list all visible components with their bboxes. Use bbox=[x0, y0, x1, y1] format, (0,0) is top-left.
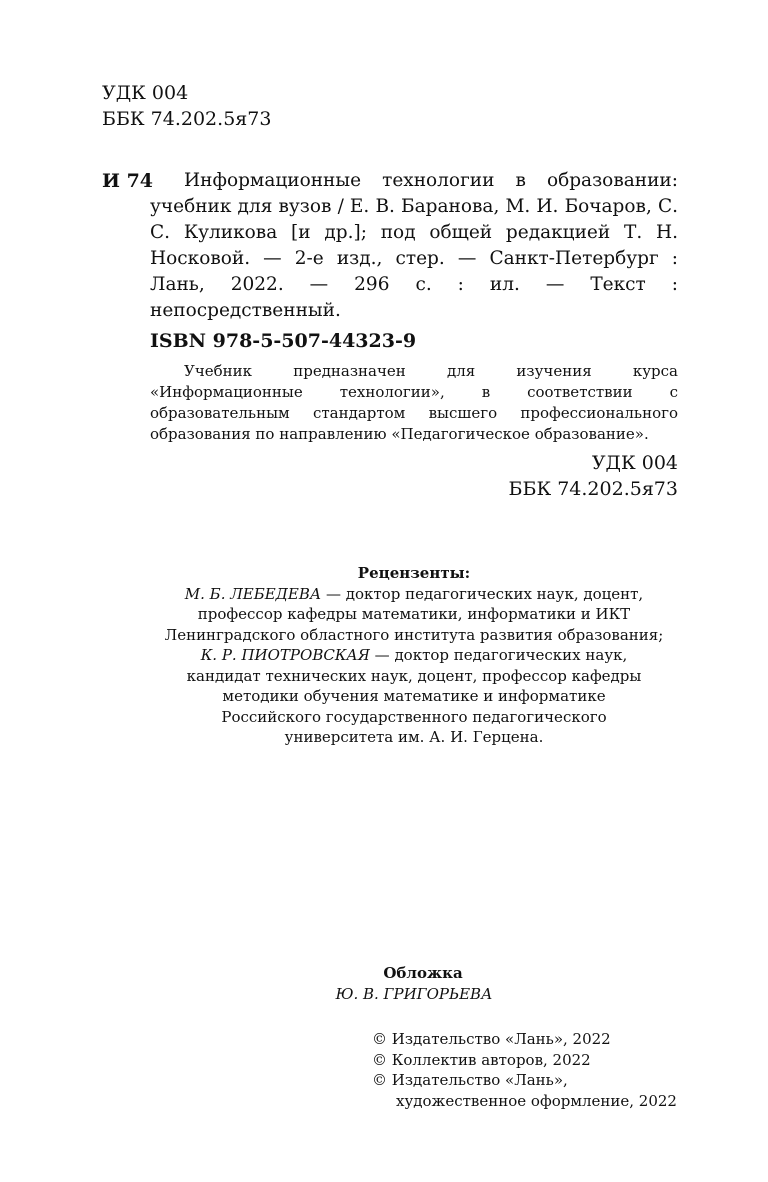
cover-designer: Ю. В. ГРИГОРЬЕВА bbox=[335, 984, 493, 1003]
isbn: ISBN 978-5-507-44323-9 bbox=[150, 330, 417, 352]
author-sign: И 74 bbox=[102, 170, 154, 192]
copyright-line-1: © Издательство «Лань», 2022 bbox=[372, 1030, 611, 1048]
udk-code-bottom: УДК 004 bbox=[591, 452, 678, 474]
reviewer-2-line-1 bbox=[150, 645, 678, 666]
reviewer-1-line-1 bbox=[150, 584, 678, 605]
reviewer-2-line-4: Российского государственного педагогического bbox=[221, 707, 607, 726]
copyright-line-2: © Коллектив авторов, 2022 bbox=[372, 1050, 591, 1069]
bibliographic-description: Информационные технологии в образовании: учебник для вузов / Е. В. Баранова, М. И. Бочаров, С. С. Куликова [и др.]; под общей редакцией Т. Н. Носковой. — 2-е изд., стер. — Санкт-Петербург : Лань, 2022. — 296 с. : ил. — Текст : непосредственный. bbox=[150, 170, 678, 321]
cover-credit bbox=[150, 963, 678, 1004]
cover-title: Обложка bbox=[383, 964, 463, 982]
reviewer-1-title: — доктор педагогических наук, доцент, bbox=[321, 584, 644, 603]
udk-code: УДК 004 bbox=[102, 82, 189, 104]
reviewer-2-line-5: университета им. А. И. Герцена. bbox=[284, 728, 544, 746]
copyright-block bbox=[372, 1029, 677, 1111]
reviewer-2-title: — доктор педагогических наук, bbox=[369, 646, 628, 664]
copyright-line-3: © Издательство «Лань», bbox=[372, 1071, 568, 1089]
reviewer-2-line-2: кандидат технических наук, доцент, профессор кафедры bbox=[186, 666, 642, 685]
reviewer-1-line-3: Ленинградского областного института развития образования; bbox=[164, 625, 664, 644]
reviewer-2-name: К. Р. ПИОТРОВСКАЯ bbox=[200, 646, 370, 664]
reviewer-1-line-2: профессор кафедры математики, информатики и ИКТ bbox=[197, 605, 631, 623]
reviewer-1-name: М. Б. ЛЕБЕДЕВА bbox=[184, 584, 322, 603]
reviewers-block bbox=[150, 563, 678, 748]
copyright-line-4: художественное оформление, 2022 bbox=[396, 1091, 677, 1110]
classification-codes-bottom bbox=[509, 450, 678, 502]
bbk-code-bottom: ББК 74.202.5я73 bbox=[508, 478, 678, 500]
reviewer-2-line-3: методики обучения математике и информатике bbox=[222, 687, 606, 705]
annotation: Учебник предназначен для изучения курса «Информационные технологии», в соответствии с образовательным стандартом высшего профессионального образования по направлению «Педагогическое образование». bbox=[150, 362, 678, 443]
reviewers-title: Рецензенты: bbox=[357, 564, 471, 582]
classification-codes-top bbox=[102, 80, 271, 132]
bbk-code: ББК 74.202.5я73 bbox=[102, 108, 272, 130]
